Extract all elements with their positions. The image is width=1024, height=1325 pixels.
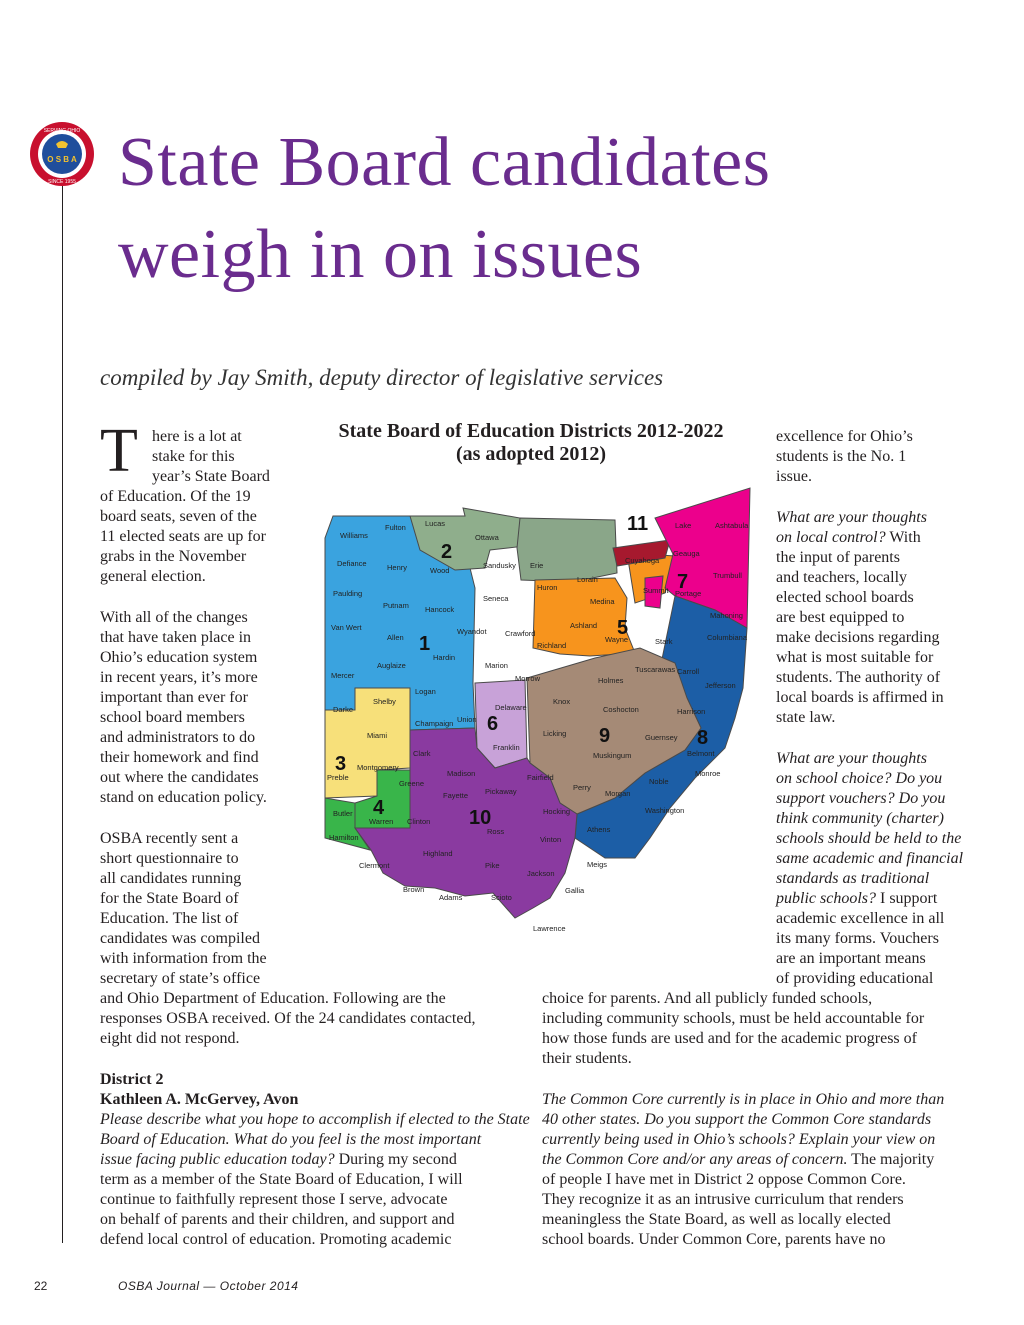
county-label-summit: Summit [643, 586, 669, 595]
district-number-9: 9 [599, 725, 611, 747]
common-core-answer: The Common Core currently is in place in Ohio and more than 40 other states. Do you support the Common Core standards currently being used in Ohio’s schools? Explain your view on the Common Core and/or any areas of concern. The majority of people I have met in District 2 oppose Common Core. They recognize it as an intrusive curriculum that renders meaningless the State Board, as well as locally elected school boards. Under Common Core, parents have no [542, 1091, 945, 1248]
county-label-wood: Wood [430, 566, 450, 575]
county-label-fairfield: Fairfield [527, 773, 554, 782]
answer-1-continued: excellence for Ohio’s students is the No. 1 issue. [776, 428, 913, 485]
county-label-fulton: Fulton [385, 523, 406, 532]
candidate-answer-1: Please describe what you hope to accomplish if elected to the State Board of Education. What do you feel is the most important issue facing public education today? During my second term as a member of the State Board of Education, I will continue to faithfully represent those I serve, advocate on behalf of parents and their children, and support and defend local control of education. Promoting academic [100, 1111, 530, 1248]
county-label-ashland: Ashland [570, 621, 598, 630]
county-label-pike: Pike [485, 861, 500, 870]
county-label-tuscarawas: Tuscarawas [635, 665, 676, 674]
changes-paragraph: With all of the changes that have taken place in Ohio’s education system in recent years, it’s more important than ever for school board members and administrators to do their homework and find out where the candidates stand on education policy. [100, 609, 267, 806]
county-label-champaign: Champaign [415, 719, 454, 728]
county-label-paulding: Paulding [333, 589, 363, 598]
county-label-knox: Knox [553, 697, 571, 706]
district-heading: District 2 [100, 1071, 164, 1088]
county-label-ottawa: Ottawa [475, 533, 499, 542]
map-title: State Board of Education Districts 2012-2022 (as adopted 2012) [338, 420, 724, 465]
county-label-crawford: Crawford [505, 629, 536, 638]
drop-cap: T [100, 417, 138, 485]
county-label-belmont: Belmont [687, 749, 715, 758]
county-label-geauga: Geauga [673, 549, 700, 558]
district-number-3: 3 [335, 753, 347, 775]
district-number-5: 5 [617, 617, 629, 639]
journal-footer: OSBA Journal — October 2014 [118, 1279, 299, 1293]
county-label-fayette: Fayette [443, 791, 469, 800]
county-label-allen: Allen [387, 633, 404, 642]
county-label-williams: Williams [340, 531, 368, 540]
county-label-trumbull: Trumbull [713, 571, 742, 580]
county-label-portage: Portage [675, 589, 702, 598]
county-label-madison: Madison [447, 769, 476, 778]
county-label-defiance: Defiance [337, 559, 367, 568]
district-number-1: 1 [419, 633, 431, 655]
county-label-ashtabula: Ashtabula [715, 521, 749, 530]
county-label-muskingum: Muskingum [593, 751, 632, 760]
county-label-noble: Noble [649, 777, 669, 786]
svg-text:SERVING OHIO: SERVING OHIO [43, 128, 81, 134]
county-label-columbiana: Columbiana [707, 633, 748, 642]
county-label-pickaway: Pickaway [485, 787, 517, 796]
county-label-medina: Medina [590, 597, 615, 606]
district-number-10: 10 [469, 807, 492, 829]
county-label-union: Union [457, 715, 477, 724]
county-label-delaware: Delaware [495, 703, 527, 712]
county-label-harrison: Harrison [677, 707, 706, 716]
county-label-highland: Highland [423, 849, 453, 858]
county-label-richland: Richland [537, 641, 567, 650]
county-label-coshocton: Coshocton [603, 705, 639, 714]
district-region-12-2 [517, 518, 617, 582]
county-label-mahoning: Mahoning [710, 611, 743, 620]
county-label-butler: Butler [333, 809, 353, 818]
county-label-clinton: Clinton [407, 817, 431, 826]
county-label-sandusky: Sandusky [483, 561, 516, 570]
county-label-vinton: Vinton [540, 835, 562, 844]
vertical-rule [62, 178, 63, 1243]
school-choice-answer: What are your thoughts on school choice? Do you support vouchers? Do you think community (charter) schools should be held to the same academic and financial standards as traditional public schools? I support academic excellence in all its many forms. Vouchers are an important means of providing educational [776, 750, 964, 987]
county-label-hancock: Hancock [425, 605, 455, 614]
county-label-athens: Athens [587, 825, 611, 834]
county-label-clark: Clark [413, 749, 431, 758]
questionnaire-paragraph: OSBA recently sent a short questionnaire to all candidates running for the State Board of Education. The list of candidates was compiled with information from the secretary of state’s office and Ohio Department of Education. Following are the responses OSBA received. Of the 24 candidates contacted, eight did not respond. [100, 830, 476, 1047]
ohio-districts-map [315, 478, 755, 953]
county-label-licking: Licking [543, 729, 567, 738]
county-label-morrow: Morrow [515, 674, 541, 683]
county-label-warren: Warren [369, 817, 394, 826]
county-label-morgan: Morgan [605, 789, 631, 798]
county-label-washington: Washington [645, 806, 685, 815]
county-label-cuyahoga: Cuyahoga [625, 556, 660, 565]
county-label-hardin: Hardin [433, 653, 456, 662]
candidate-name: Kathleen A. McGervey, Avon [100, 1091, 299, 1108]
county-label-ross: Ross [487, 827, 505, 836]
page-number: 22 [34, 1279, 48, 1293]
county-label-miami: Miami [367, 731, 387, 740]
district-number-7: 7 [677, 571, 689, 593]
county-label-holmes: Holmes [598, 676, 624, 685]
county-label-perry: Perry [573, 783, 591, 792]
county-label-gallia: Gallia [565, 886, 585, 895]
svg-text:O S B A: O S B A [47, 155, 77, 164]
county-label-brown: Brown [403, 885, 425, 894]
district-number-8: 8 [697, 727, 709, 749]
county-label-putnam: Putnam [383, 601, 409, 610]
county-label-jackson: Jackson [527, 869, 555, 878]
intro-paragraph: of Education. Of the 19 board seats, seven of the 11 elected seats are up for grabs in the November general election. [100, 488, 266, 585]
county-label-franklin: Franklin [493, 743, 520, 752]
byline: compiled by Jay Smith, deputy director of legislative services [100, 365, 664, 390]
county-label-marion: Marion [485, 661, 508, 670]
county-label-mercer: Mercer [331, 671, 355, 680]
county-label-van-wert: Van Wert [331, 623, 362, 632]
county-label-guernsey: Guernsey [645, 733, 678, 742]
district-number-2: 2 [441, 541, 453, 563]
county-label-seneca: Seneca [483, 594, 509, 603]
article-title-line-2: weigh in on issues [118, 216, 643, 293]
county-label-darke: Darke [333, 705, 354, 714]
county-label-lawrence: Lawrence [533, 924, 566, 933]
county-label-scioto: Scioto [491, 893, 512, 902]
county-label-carroll: Carroll [677, 667, 700, 676]
district-number-11: 11 [627, 513, 649, 535]
district-number-6: 6 [487, 713, 499, 735]
local-control-answer: What are your thoughts on local control? With the input of parents and teachers, locally elected school boards are best equipped to make decisions regarding what is most suitable for students. The authority of local boards is affirmed in state law. [776, 509, 944, 726]
county-label-stark: Stark [655, 637, 673, 646]
county-label-greene: Greene [399, 779, 425, 788]
intro-paragraph-start: here is a lot at stake for this year’s State Board [152, 428, 270, 485]
county-label-hamilton: Hamilton [329, 833, 359, 842]
district-number-4: 4 [373, 797, 385, 819]
county-label-wyandot: Wyandot [457, 627, 487, 636]
county-label-auglaize: Auglaize [377, 661, 406, 670]
school-choice-answer-continued: choice for parents. And all publicly funded schools, including community schools, must be held accountable for how those funds are used and for the academic progress of their students. [542, 990, 925, 1067]
county-label-montgomery: Montgomery [357, 763, 399, 772]
county-label-henry: Henry [387, 563, 408, 572]
county-label-monroe: Monroe [695, 769, 721, 778]
county-label-lorain: Lorain [577, 575, 598, 584]
county-label-adams: Adams [439, 893, 463, 902]
svg-text:SINCE 1955: SINCE 1955 [48, 179, 76, 185]
county-label-huron: Huron [537, 583, 558, 592]
county-label-hocking: Hocking [543, 807, 571, 816]
osba-seal-logo [28, 120, 96, 188]
county-label-preble: Preble [327, 773, 349, 782]
article-title-line-1: State Board candidates [118, 124, 771, 201]
county-label-shelby: Shelby [373, 697, 396, 706]
county-label-jefferson: Jefferson [705, 681, 736, 690]
county-label-lake: Lake [675, 521, 692, 530]
county-label-meigs: Meigs [587, 860, 608, 869]
county-label-erie: Erie [530, 561, 544, 570]
county-label-clermont: Clermont [359, 861, 390, 870]
county-label-logan: Logan [415, 687, 436, 696]
county-label-lucas: Lucas [425, 519, 446, 528]
county-label-wayne: Wayne [605, 635, 629, 644]
